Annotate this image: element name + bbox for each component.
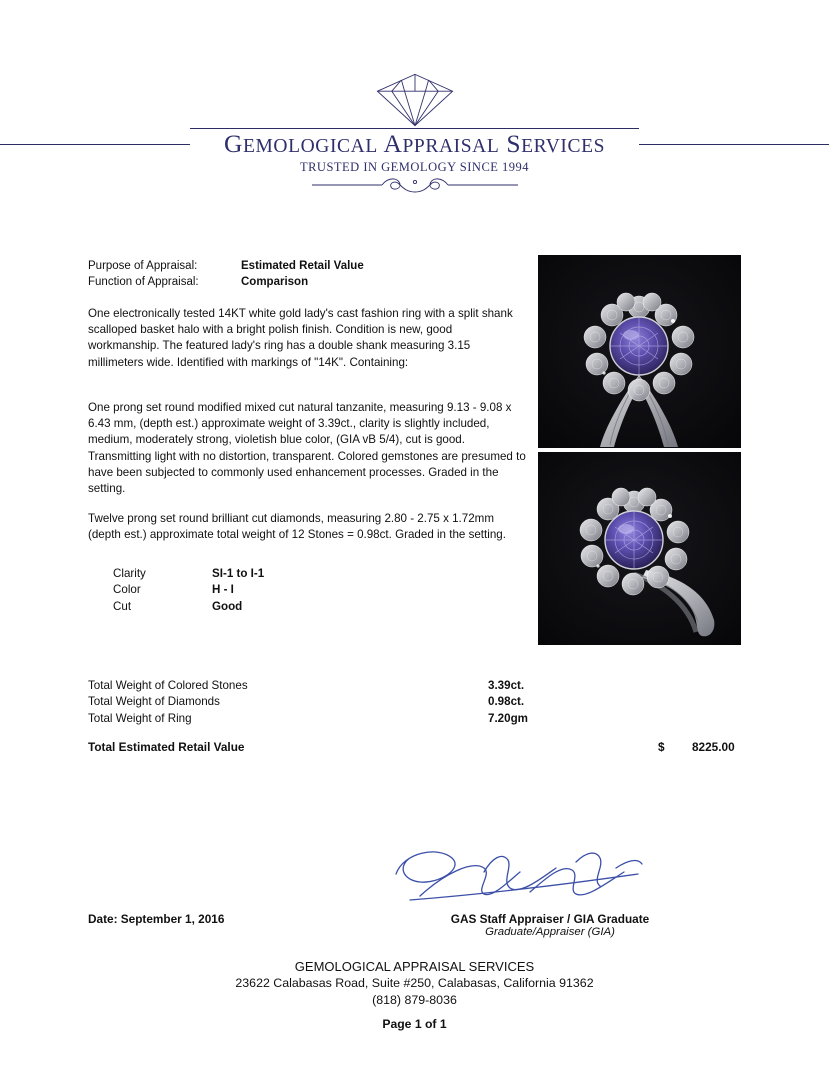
footer-company: GEMOLOGICAL APPRAISAL SERVICES	[294, 959, 535, 974]
spec-value: Good	[212, 599, 243, 613]
table-row	[88, 678, 548, 694]
table-row	[113, 566, 264, 582]
signature-block	[340, 912, 760, 938]
total-value: 7.20gm	[488, 711, 528, 725]
diamond-spec-table	[113, 566, 264, 615]
total-label: Total Weight of Ring	[88, 711, 192, 725]
table-row	[88, 711, 548, 727]
spec-key: Color	[113, 583, 141, 597]
table-row	[113, 582, 264, 598]
footer-address: 23622 Calabasas Road, Suite #250, Calabasas, California 91362	[235, 976, 594, 990]
spec-key: Clarity	[113, 567, 146, 580]
brand-word-3-rest: ERVICES	[521, 136, 606, 157]
brand-name: GEMOLOGICAL APPRAISAL SERVICES	[223, 129, 606, 158]
letterhead-rule-row	[0, 130, 829, 158]
purpose-row	[88, 258, 364, 274]
letterhead-bottom-rule	[190, 128, 639, 129]
document-footer	[0, 958, 829, 1033]
function-row	[88, 274, 364, 290]
spec-key: Cut	[113, 599, 132, 613]
totals-table	[88, 678, 548, 727]
rule-left	[0, 144, 190, 145]
brand-tagline: TRUSTED IN GEMOLOGY SINCE 1994	[299, 160, 530, 175]
total-value: 3.39ct.	[488, 679, 525, 692]
spec-value: H - I	[212, 583, 234, 597]
ring-photo-angled-view	[538, 452, 741, 645]
brand-word-1-rest: EMOLOGICAL	[242, 136, 378, 157]
grand-total-currency: $	[658, 740, 665, 754]
table-row	[88, 694, 548, 710]
table-row	[113, 599, 264, 615]
brand-block	[190, 130, 639, 158]
total-label: Total Weight of Diamonds	[88, 695, 220, 709]
ring-photo-top-view	[538, 255, 741, 448]
total-label: Total Weight of Colored Stones	[88, 679, 248, 692]
footer-phone: (818) 879-8036	[372, 993, 457, 1007]
letterhead	[0, 72, 829, 194]
page-number: Page 1 of 1	[382, 1017, 447, 1031]
appraisal-date: Date: September 1, 2016	[88, 912, 225, 926]
diamond-logo-icon	[371, 72, 459, 128]
appraiser-title: GAS Staff Appraiser / GIA Graduate	[450, 912, 650, 926]
signature-graphic	[380, 838, 680, 918]
grand-total-label: Total Estimated Retail Value	[88, 740, 245, 754]
rule-right	[639, 144, 829, 145]
description-paragraph-ring: One electronically tested 14KT white gold lady's cast fashion ring with a split shank scalloped basket halo with a bright polish finish. Condition is new, good workmanship. The featured lady's ring has a double shank measuring 3.15 millimeters wide. Identified with markings of "14K". Containing:	[88, 307, 513, 369]
purpose-value: Estimated Retail Value	[241, 260, 364, 272]
total-value: 0.98ct.	[488, 695, 525, 709]
description-paragraph-diamonds: Twelve prong set round brilliant cut diamonds, measuring 2.80 - 2.75 x 1.72mm (depth est.) approximate total weight of 12 Stones = 0.98ct. Graded in the setting.	[88, 512, 506, 542]
appraiser-subtitle: Graduate/Appraiser (GIA)	[485, 926, 615, 938]
spec-value: SI-1 to I-1	[212, 567, 265, 580]
brand-word-2-rest: PPRAISAL	[402, 136, 500, 157]
appraisal-header-fields	[88, 258, 364, 290]
purpose-label: Purpose of Appraisal:	[88, 260, 198, 272]
ring-image-top	[538, 255, 741, 448]
description-paragraph-tanzanite: One prong set round modified mixed cut natural tanzanite, measuring 9.13 - 9.08 x 6.43 mm, (depth est.) approximate weight of 3.39ct., clarity is slightly included, medium, moderately strong, violetish blue color, (GIA vB 5/4), cut is good. Transmitting light with no distortion, transparent. Colored gemstones are presumed to have been subjected to commonly used enhancement processes. Graded in the setting.	[88, 401, 526, 496]
function-label: Function of Appraisal:	[88, 276, 199, 288]
ring-image-angled	[538, 452, 741, 645]
grand-total-amount: 8225.00	[692, 740, 735, 754]
function-value: Comparison	[241, 276, 309, 288]
grand-total-row	[88, 740, 748, 754]
flourish-ornament-icon	[310, 176, 520, 194]
